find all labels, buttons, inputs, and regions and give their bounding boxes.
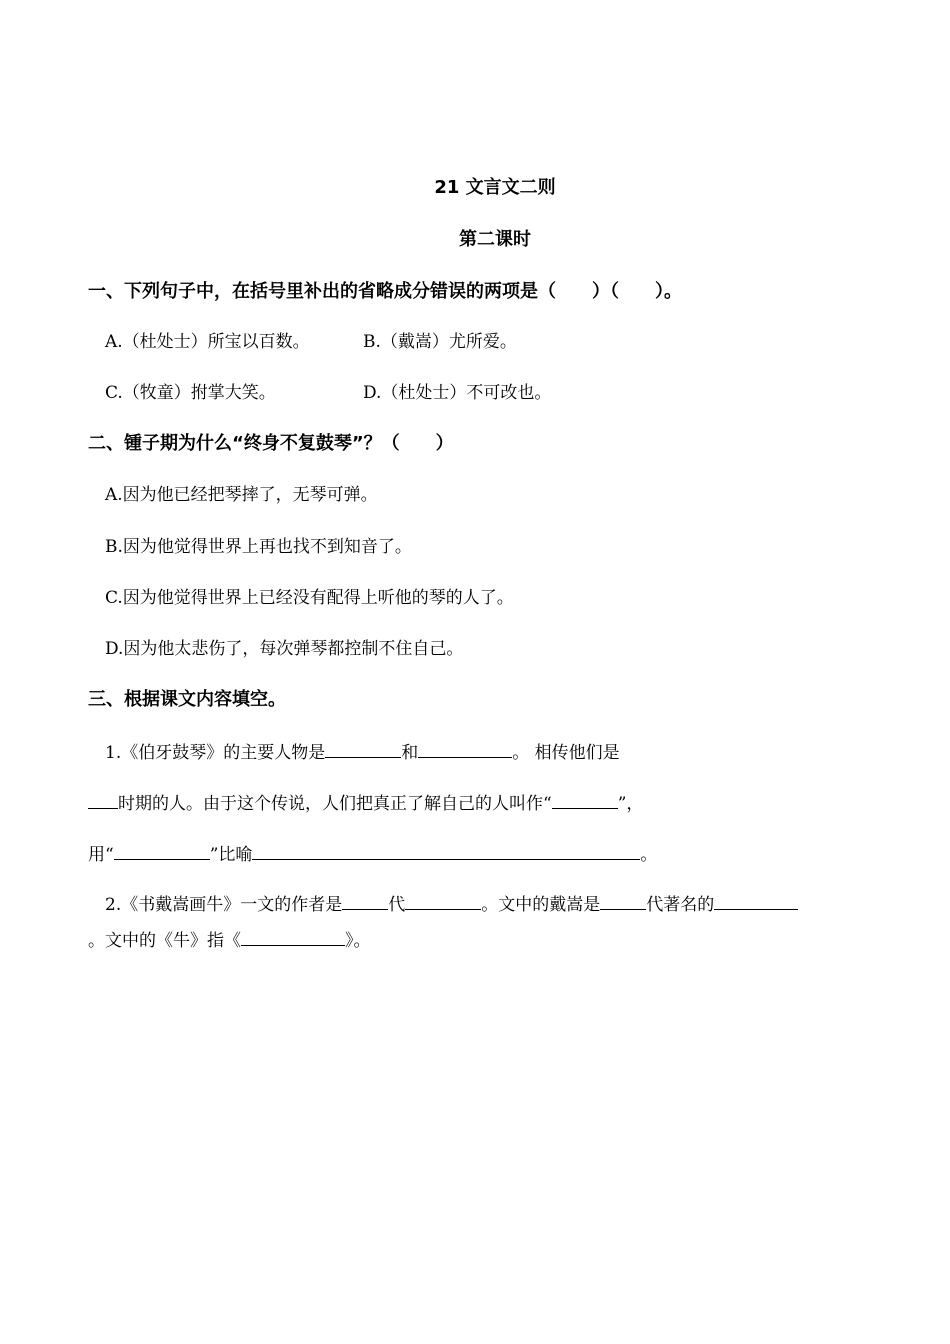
- answer-blank[interactable]: [418, 739, 512, 758]
- question-3-item-2-line-1: [105, 891, 798, 917]
- question-1-option-b: B.（戴嵩）尤所爱。: [363, 332, 517, 352]
- question-3-item-1-line-1: [105, 739, 620, 765]
- page-title: 21 文言文二则: [434, 177, 556, 198]
- fill-text: 2.《书戴嵩画牛》一文的作者是: [105, 895, 343, 915]
- answer-blank[interactable]: [88, 790, 118, 809]
- answer-blank[interactable]: [114, 841, 210, 860]
- question-2-option-a: A.因为他已经把琴摔了，无琴可弹。: [105, 485, 378, 505]
- fill-text: 1.《伯牙鼓琴》的主要人物是: [105, 743, 326, 763]
- question-1-stem: 一、下列句子中，在括号里补出的省略成分错误的两项是（ ）（ ）。: [88, 281, 682, 302]
- answer-blank[interactable]: [241, 927, 345, 946]
- fill-text: 。: [640, 845, 658, 865]
- fill-text: 时期的人。由于这个传说，人们把真正了解自己的人叫作“: [118, 794, 552, 814]
- question-2-option-b: B.因为他觉得世界上再也找不到知音了。: [105, 537, 412, 557]
- question-1-option-d: D.（杜处士）不可改也。: [363, 383, 552, 403]
- question-2-option-c: C.因为他觉得世界上已经没有配得上听他的琴的人了。: [105, 588, 514, 608]
- question-1-option-c: C.（牧童）拊掌大笑。: [105, 383, 276, 403]
- answer-blank[interactable]: [405, 891, 481, 910]
- question-3-item-2-line-2: [88, 927, 371, 953]
- question-3-stem: 三、根据课文内容填空。: [88, 689, 286, 710]
- page-subtitle: 第二课时: [459, 229, 531, 250]
- fill-text: 。文中的《牛》指《: [88, 931, 241, 951]
- question-1-option-a: A.（杜处士）所宝以百数。: [105, 332, 310, 352]
- question-3-item-1-line-3: [88, 841, 657, 867]
- question-2-stem: 二、锺子期为什么“终身不复鼓琴”？（ ）: [88, 433, 454, 454]
- answer-blank[interactable]: [552, 790, 618, 809]
- question-2-option-d: D.因为他太悲伤了，每次弹琴都控制不住自己。: [105, 639, 464, 659]
- fill-text: 》。: [345, 931, 371, 951]
- answer-blank[interactable]: [252, 841, 640, 860]
- fill-text: 和: [401, 743, 419, 763]
- fill-text: ”比喻: [209, 845, 253, 865]
- fill-text: 代: [388, 895, 406, 915]
- fill-text: 用“: [88, 845, 114, 865]
- fill-text: 。文中的戴嵩是: [481, 895, 601, 915]
- fill-text: 代著名的: [646, 895, 715, 915]
- answer-blank[interactable]: [600, 891, 646, 910]
- answer-blank[interactable]: [714, 891, 798, 910]
- answer-blank[interactable]: [342, 891, 388, 910]
- fill-text: 。 相传他们是: [512, 743, 620, 763]
- fill-text: ”，: [617, 794, 644, 814]
- question-3-item-1-line-2: [88, 790, 643, 816]
- answer-blank[interactable]: [325, 739, 401, 758]
